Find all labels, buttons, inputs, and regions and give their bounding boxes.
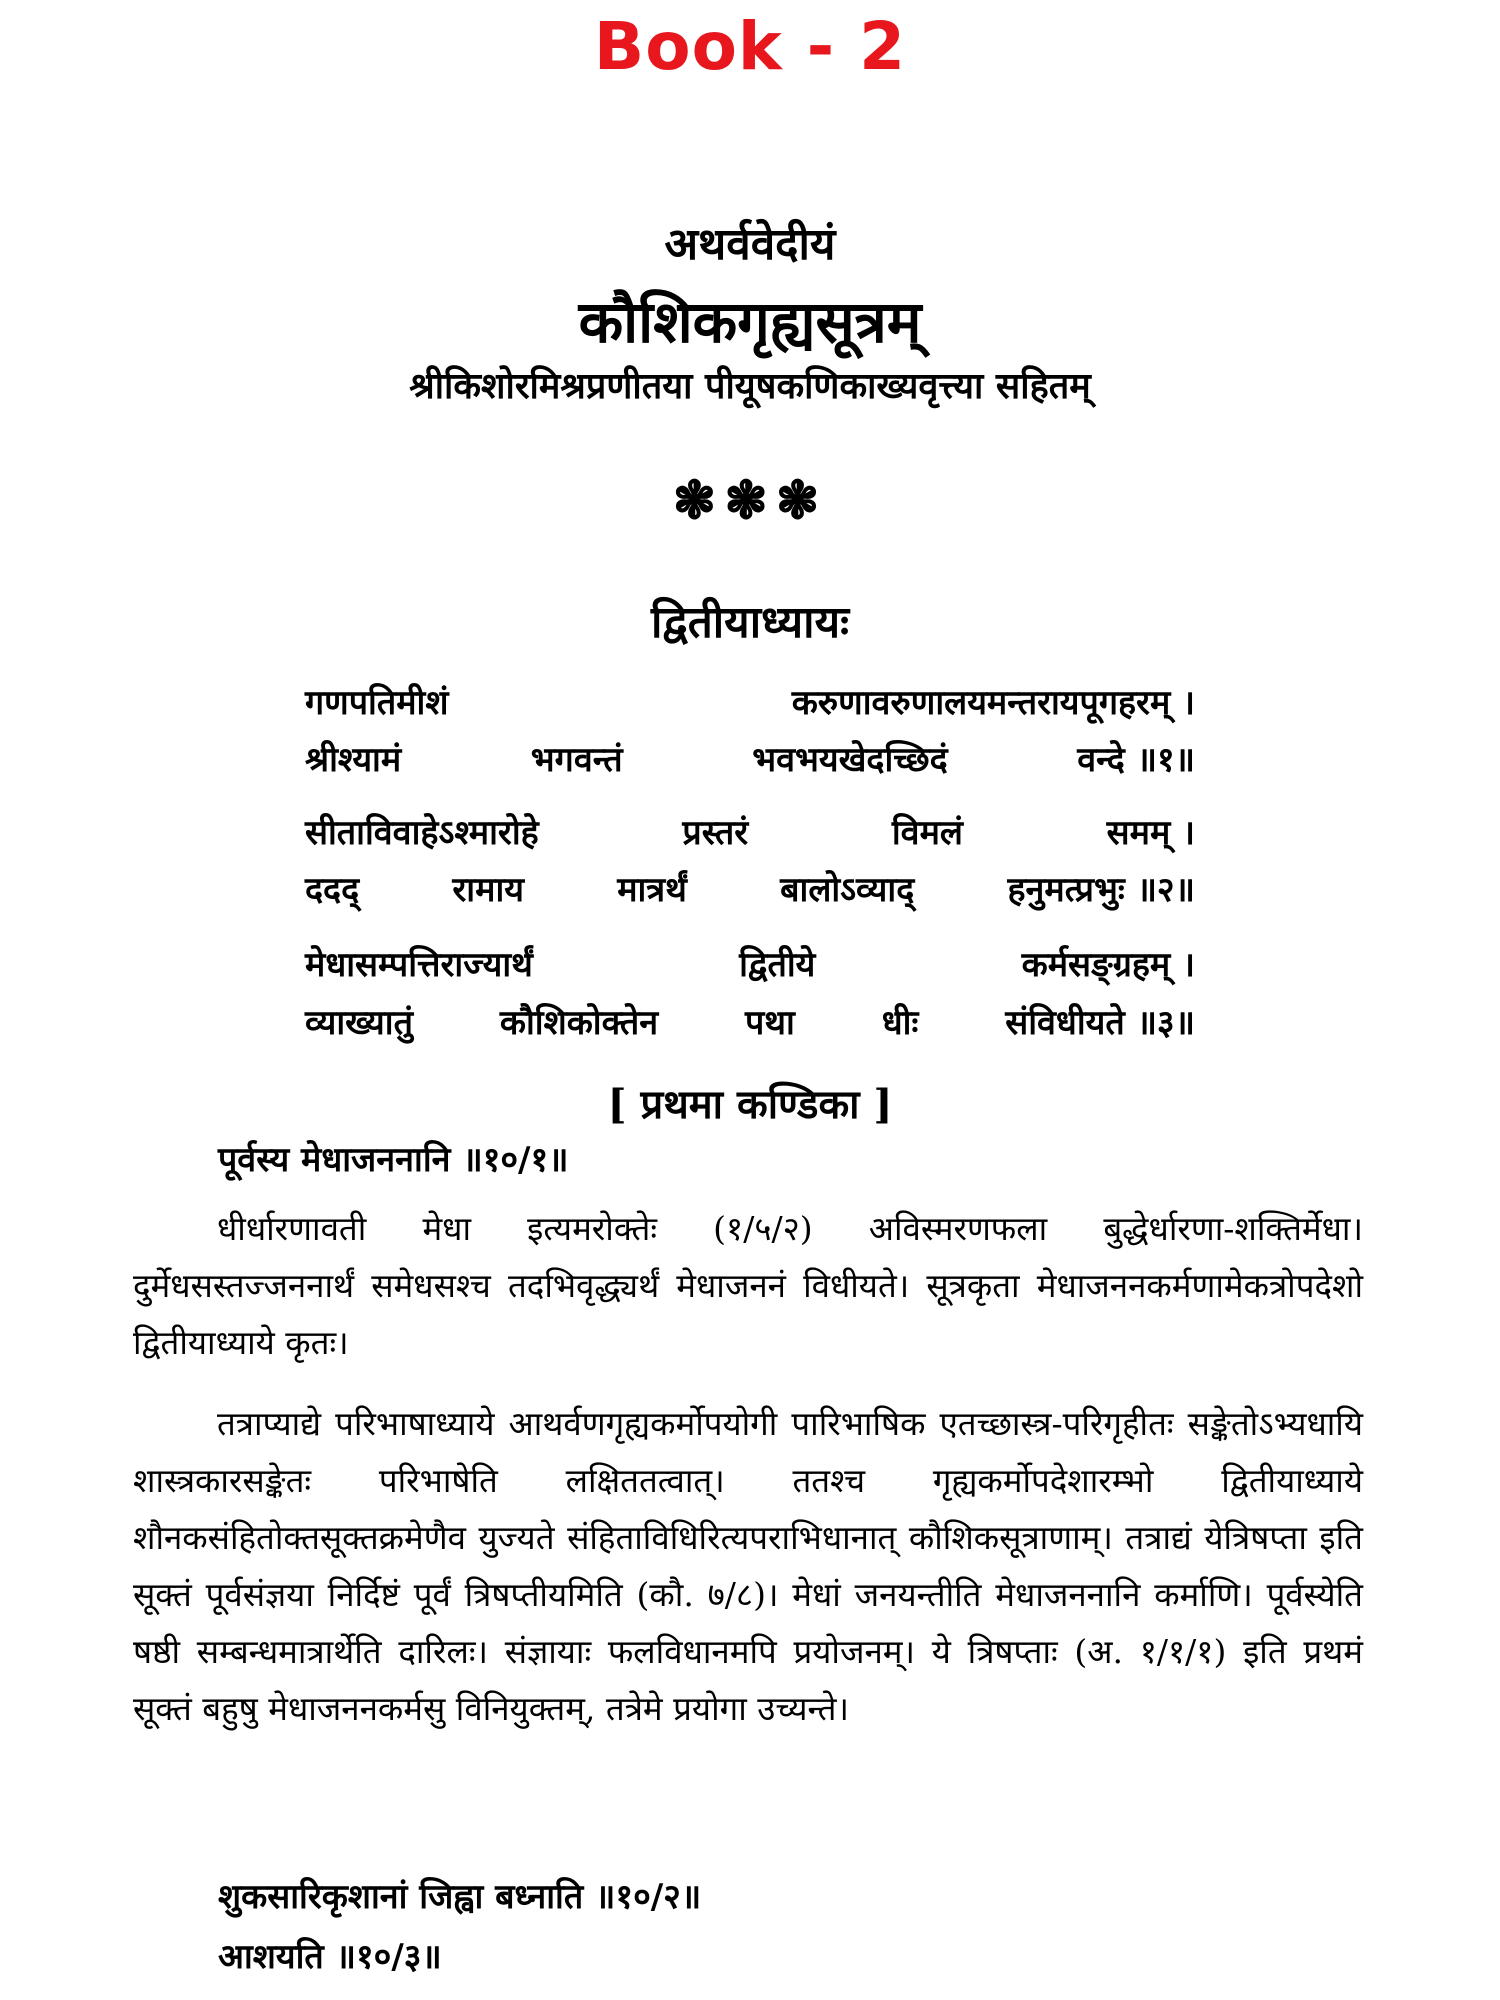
verse-word: विमलं <box>891 813 963 853</box>
ornament-stars: ❃❃❃ <box>672 470 828 531</box>
verse-word: मात्रर्थं <box>617 870 687 910</box>
book-label: Book - 2 <box>593 8 907 85</box>
verse-word: पथा <box>744 1003 795 1043</box>
verse-word: करुणावरुणालयमन्तरायपूगहरम् । <box>791 683 1195 723</box>
verse-word: धीः <box>881 1003 919 1043</box>
verse-word: द्वितीये <box>739 945 816 985</box>
verse-line-4 <box>305 865 1195 911</box>
commentary-paragraph-1: धीर्धारणावती मेधा इत्यमरोक्तेः (१/५/२) अविस्मरणफला बुद्धेर्धारणा-शक्तिर्मेधा। दुर्मेधसस्तज्जननार्थं समेधसश्च तदभिवृद्ध्यर्थं मेधाजननं विधीयते। सूत्रकृता मेधाजननकर्मणामेकत्रोपदेशो द्वितीयाध्याये कृतः। <box>133 1209 1363 1362</box>
pre-title: अथर्ववेदीयं <box>664 219 836 270</box>
verse-word: बालोऽव्याद् <box>780 870 915 910</box>
verse-word: संविधीयते ॥३॥ <box>1005 1003 1195 1043</box>
verse-word: भगवन्तं <box>530 740 623 780</box>
sutra-2: शुकसारिकृशानां जिह्वा बध्नाति ॥१०/२॥ <box>218 1877 702 1917</box>
verse-word: मेधासम्पत्तिराज्यार्थं <box>305 945 533 985</box>
verse-line-3 <box>305 808 1195 854</box>
commentary-paragraph-2: तत्राप्याद्ये परिभाषाध्याये आथर्वणगृह्यकर्मोपयोगी पारिभाषिक एतच्छास्त्र-परिगृहीतः सङ्केतोऽभ्यधायि शास्त्रकारसङ्केतः परिभाषेति लक्षिततत्वात्। ततश्च गृह्यकर्मोपदेशारम्भो द्वितीयाध्याये शौनकसंहितोक्तसूक्तक्रमेणैव युज्यते संहिताविधिरित्यपराभिधानात् कौशिकसूत्राणाम्। तत्राद्यं येत्रिषप्ता इति सूक्तं पूर्वसंज्ञया निर्दिष्टं पूर्वं त्रिषप्तीयमिति (कौ. ७/८)। मेधां जनयन्तीति मेधाजननानि कर्माणि। पूर्वस्येति षष्ठी सम्बन्धमात्रार्थेति दारिलः। संज्ञायाः फलविधानमपि प्रयोजनम्। ये त्रिषप्ताः (अ. १/१/१) इति प्रथमं सूक्तं बहुषु मेधाजननकर्मसु विनियुक्तम्, तत्रेमे प्रयोगा उच्यन्ते। <box>133 1404 1363 1728</box>
subtitle: श्रीकिशोरमिश्रप्रणीतया पीयूषकणिकाख्यवृत्त्या सहितम् <box>409 365 1091 407</box>
verse-word: ददद् <box>305 870 360 910</box>
verse-word: सीताविवाहेऽश्मारोहे <box>305 813 539 853</box>
verse-word: श्रीश्यामं <box>305 740 402 780</box>
verse-word: भवभयखेदच्छिदं <box>752 740 948 780</box>
verse-word: कर्मसङ्ग्रहम् । <box>1021 945 1195 985</box>
chapter-title: द्वितीयाध्यायः <box>651 597 849 648</box>
verse-line-5 <box>305 940 1195 986</box>
section-title: [ प्रथमा कण्डिका ] <box>607 1081 893 1128</box>
sutra-3: आशयति ॥१०/३॥ <box>218 1937 442 1977</box>
verse-word: प्रस्तरं <box>682 813 749 853</box>
verse-word: गणपतिमीशं <box>305 683 449 723</box>
sutra-1: पूर्वस्य मेधाजननानि ॥१०/१॥ <box>218 1140 569 1180</box>
verse-line-2 <box>305 735 1195 781</box>
verse-line-1 <box>305 678 1195 724</box>
verse-word: व्याख्यातुं <box>305 1003 413 1043</box>
verse-line-6 <box>305 998 1195 1044</box>
verse-word: कौशिकोक्तेन <box>499 1003 659 1043</box>
page-title: कौशिकगृह्यसूत्रम् <box>578 288 922 356</box>
verse-word: समम् । <box>1106 813 1195 853</box>
verse-word: हनुमत्प्रभुः ॥२॥ <box>1007 870 1195 910</box>
verse-word: वन्दे ॥१॥ <box>1077 740 1195 780</box>
verse-word: रामाय <box>452 870 524 910</box>
